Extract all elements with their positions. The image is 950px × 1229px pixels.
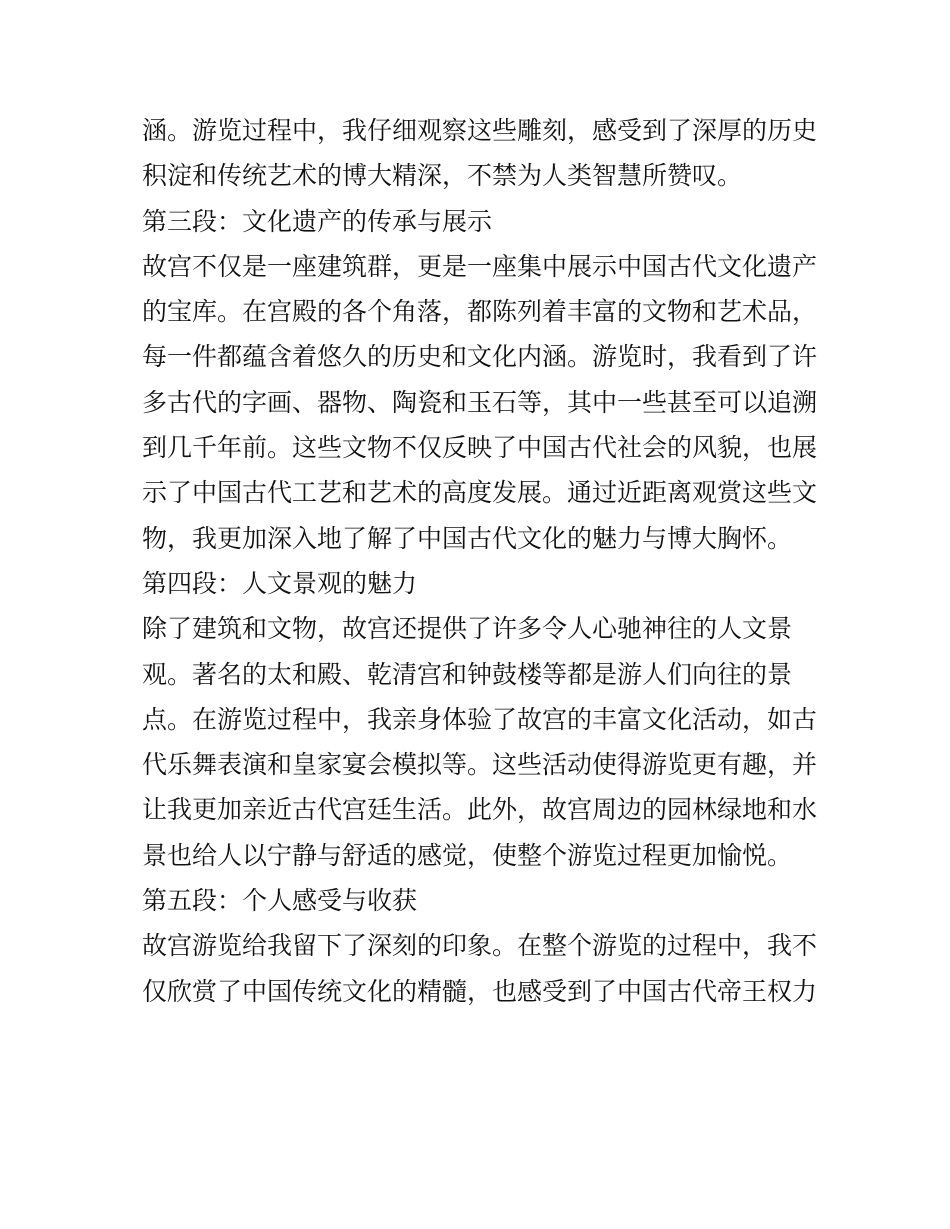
document-body xyxy=(142,108,822,1014)
section-heading: 第五段：个人感受与收获 xyxy=(142,886,418,916)
section-heading: 第四段：人文景观的魅力 xyxy=(142,568,418,598)
paragraph-line: 故宫不仅是一座建筑群，更是一座集中展示中国古代文化遗产 xyxy=(142,251,818,281)
paragraph-line: 仅欣赏了中国传统文化的精髓，也感受到了中国古代帝王权力 xyxy=(142,976,818,1006)
paragraph-line: 故宫游览给我留下了深刻的印象。在整个游览的过程中，我不 xyxy=(142,931,818,961)
paragraph-line: 代乐舞表演和皇家宴会模拟等。这些活动使得游览更有趣，并 xyxy=(142,750,818,780)
paragraph-line: 的宝库。在宫殿的各个角落，都陈列着丰富的文物和艺术品， xyxy=(142,297,818,327)
paragraph-line: 示了中国古代工艺和艺术的高度发展。通过近距离观赏这些文 xyxy=(142,478,818,508)
paragraph-line: 到几千年前。这些文物不仅反映了中国古代社会的风貌，也展 xyxy=(142,433,818,463)
paragraph-line: 物，我更加深入地了解了中国古代文化的魅力与博大胸怀。 xyxy=(142,523,793,553)
paragraph-line: 涵。游览过程中，我仔细观察这些雕刻，感受到了深厚的历史 xyxy=(142,116,818,145)
paragraph-line: 让我更加亲近古代宫廷生活。此外，故宫周边的园林绿地和水 xyxy=(142,795,818,825)
paragraph-line: 多古代的字画、器物、陶瓷和玉石等，其中一些甚至可以追溯 xyxy=(142,387,818,417)
paragraph-line: 积淀和传统艺术的博大精深，不禁为人类智慧所赞叹。 xyxy=(142,161,743,191)
paragraph-line: 每一件都蕴含着悠久的历史和文化内涵。游览时，我看到了许 xyxy=(142,342,818,372)
section-heading: 第三段：文化遗产的传承与展示 xyxy=(142,206,493,236)
paragraph-line: 景也给人以宁静与舒适的感觉，使整个游览过程更加愉悦。 xyxy=(142,840,793,870)
paragraph-line: 观。著名的太和殿、乾清宫和钟鼓楼等都是游人们向往的景 xyxy=(142,659,793,689)
paragraph-line: 点。在游览过程中，我亲身体验了故宫的丰富文化活动，如古 xyxy=(142,704,818,734)
paragraph-line: 除了建筑和文物，故宫还提供了许多令人心驰神往的人文景 xyxy=(142,614,793,644)
